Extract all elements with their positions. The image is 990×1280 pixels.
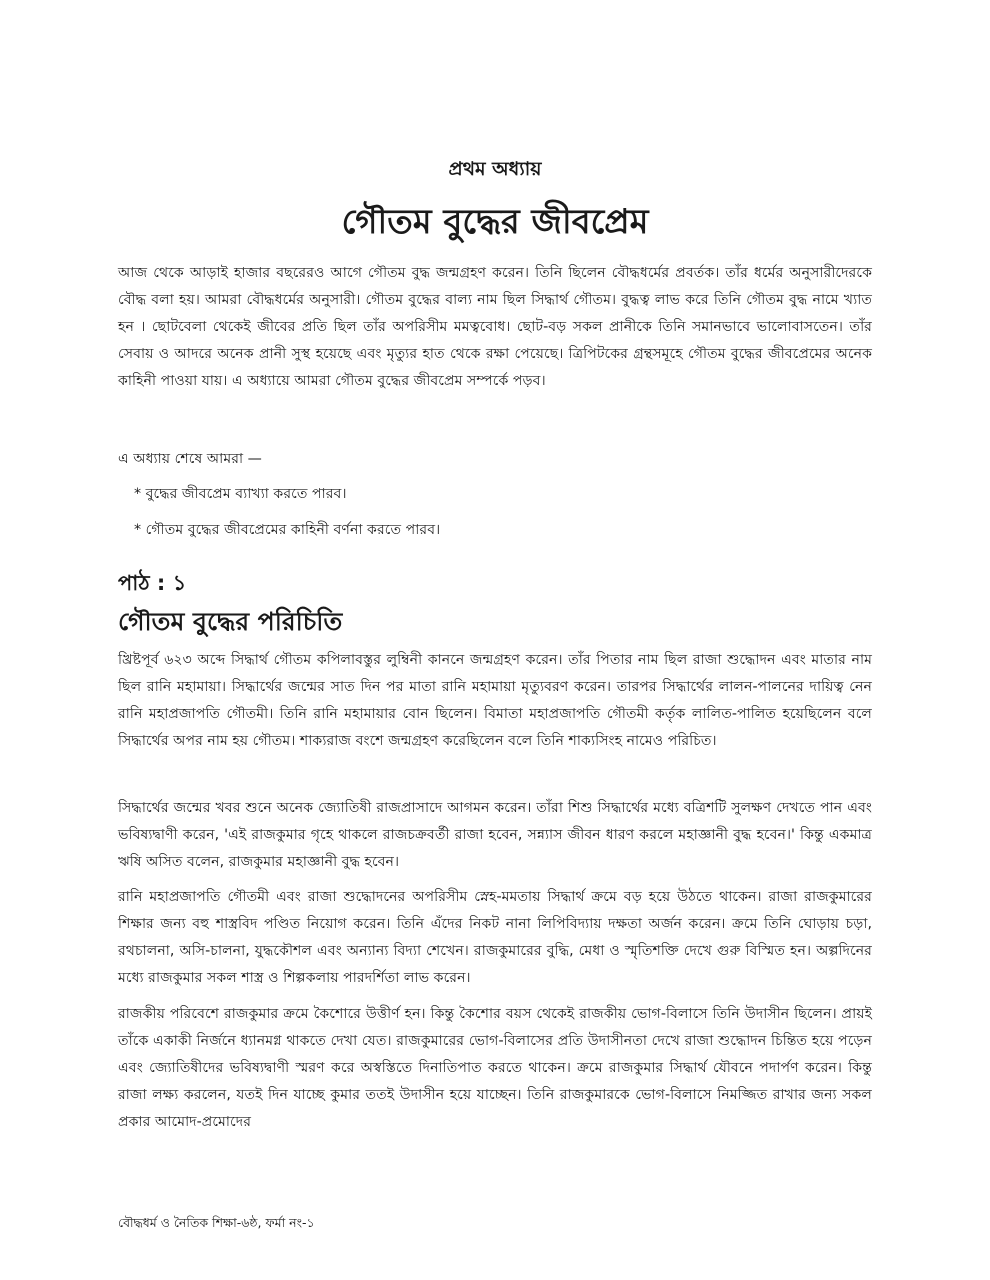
objective-item: * বুদ্ধের জীবপ্রেম ব্যাখ্যা করতে পারব। bbox=[134, 486, 347, 502]
objectives-lead: এ অধ্যায় শেষে আমরা — bbox=[118, 451, 262, 467]
lesson-paragraph: খ্রিষ্টপূর্ব ৬২৩ অব্দে সিদ্ধার্থ গৌতম কপিলাবস্তুর লুম্বিনী কাননে জন্মগ্রহণ করেন। তাঁর পিতার নাম ছিল রাজা শুদ্ধোদন এবং মাতার নাম ছিল রানি মহামায়া। সিদ্ধার্থের জন্মের সাত দিন পর মাতা রানি মহামায়া মৃত্যুবরণ করেন। তারপর সিদ্ধার্থের লালন-পালনের দায়িত্ব নেন রানি মহাপ্রজাপতি গৌতমী। তিনি রানি মহামায়ার বোন ছিলেন। বিমাতা মহাপ্রজাপতি গৌতমী কর্তৃক লালিত-পালিত হয়েছিলেন বলে সিদ্ধার্থের অপর নাম হয় গৌতম। শাক্যরাজ বংশে জন্মগ্রহণ করেছিলেন বলে তিনি শাক্যসিংহ নামেও পরিচিত। bbox=[118, 652, 872, 749]
lesson-paragraph: রানি মহাপ্রজাপতি গৌতমী এবং রাজা শুদ্ধোদনের অপরিসীম স্নেহ-মমতায় সিদ্ধার্থ ক্রমে বড় হয়ে উঠতে থাকেন। রাজা রাজকুমারের শিক্ষার জন্য বহু শাস্ত্রবিদ পণ্ডিত নিয়োগ করেন। তিনি এঁদের নিকট নানা লিপিবিদ্যায় দক্ষতা অর্জন করেন। ক্রমে তিনি ঘোড়ায় চড়া, রথচালনা, অসি-চালনা, যুদ্ধকৌশল এবং অন্যান্য বিদ্যা শেখেন। রাজকুমারের বুদ্ধি, মেধা ও স্মৃতিশক্তি দেখে গুরু বিস্মিত হন। অল্পদিনের মধ্যে রাজকুমার সকল শাস্ত্র ও শিল্পকলায় পারদর্শিতা লাভ করেন। bbox=[118, 889, 872, 986]
lesson-title: গৌতম বুদ্ধের পরিচিতি bbox=[118, 607, 343, 636]
intro-paragraph: আজ থেকে আড়াই হাজার বছরেরও আগে গৌতম বুদ্ধ জন্মগ্রহণ করেন। তিনি ছিলেন বৌদ্ধধর্মের প্রবর্তক। তাঁর ধর্মের অনুসারীদেরকে বৌদ্ধ বলা হয়। আমরা বৌদ্ধধর্মের অনুসারী। গৌতম বুদ্ধের বাল্য নাম ছিল সিদ্ধার্থ গৌতম। বুদ্ধত্ব লাভ করে তিনি গৌতম বুদ্ধ নামে খ্যাত হন । ছোটবেলা থেকেই জীবের প্রতি ছিল তাঁর অপরিসীম মমত্ববোধ। ছোট-বড় সকল প্রানীকে তিনি সমানভাবে ভালোবাসতেন। তাঁর সেবায় ও আদরে অনেক প্রানী সুস্থ হয়েছে এবং মৃত্যুর হাত থেকে রক্ষা পেয়েছে। ত্রিপিটকের গ্রন্থসমূহে গৌতম বুদ্ধের জীবপ্রেমের অনেক কাহিনী পাওয়া যায়। এ অধ্যায়ে আমরা গৌতম বুদ্ধের জীবপ্রেম সম্পর্কে পড়ব। bbox=[118, 265, 872, 389]
lesson-label: পাঠ : ১ bbox=[118, 571, 187, 595]
page-footer: বৌদ্ধধর্ম ও নৈতিক শিক্ষা-৬ষ্ঠ, ফর্মা নং-১ bbox=[118, 1215, 315, 1230]
lesson-paragraph: রাজকীয় পরিবেশে রাজকুমার ক্রমে কৈশোরে উত্তীর্ণ হন। কিন্তু কৈশোর বয়স থেকেই রাজকীয় ভোগ-বিলাসে তিনি উদাসীন ছিলেন। প্রায়ই তাঁকে একাকী নির্জনে ধ্যানমগ্ন থাকতে দেখা যেত। রাজকুমারের ভোগ-বিলাসের প্রতি উদাসীনতা দেখে রাজা শুদ্ধোদন চিন্তিত হয়ে পড়েন এবং জ্যোতিষীদের ভবিষ্যদ্বাণী স্মরণ করে অস্বস্তিতে দিনাতিপাত করতে থাকেন। ক্রমে রাজকুমার সিদ্ধার্থ যৌবনে পদার্পণ করেন। কিন্তু রাজা লক্ষ্য করলেন, যতই দিন যাচ্ছে কুমার ততই উদাসীন হয়ে যাচ্ছেন। তিনি রাজকুমারকে ভোগ-বিলাসে নিমজ্জিত রাখার জন্য সকল প্রকার আমোদ-প্রমোদের bbox=[118, 1006, 872, 1130]
chapter-title: গৌতম বুদ্ধের জীবপ্রেম bbox=[341, 202, 649, 242]
chapter-label: প্রথম অধ্যায় bbox=[448, 158, 542, 180]
lesson-paragraph: সিদ্ধার্থের জন্মের খবর শুনে অনেক জ্যোতিষী রাজপ্রাসাদে আগমন করেন। তাঁরা শিশু সিদ্ধার্থের মধ্যে বত্রিশটি সুলক্ষণ দেখতে পান এবং ভবিষ্যদ্বাণী করেন, 'এই রাজকুমার গৃহে থাকলে রাজচক্রবর্তী রাজা হবেন, সন্ন্যাস জীবন ধারণ করলে মহাজ্ঞানী বুদ্ধ হবেন।' কিন্তু একমাত্র ঋষি অসিত বলেন, রাজকুমার মহাজ্ঞানী বুদ্ধ হবেন। bbox=[118, 800, 872, 870]
objective-item: * গৌতম বুদ্ধের জীবপ্রেমের কাহিনী বর্ণনা করতে পারব। bbox=[134, 522, 441, 538]
